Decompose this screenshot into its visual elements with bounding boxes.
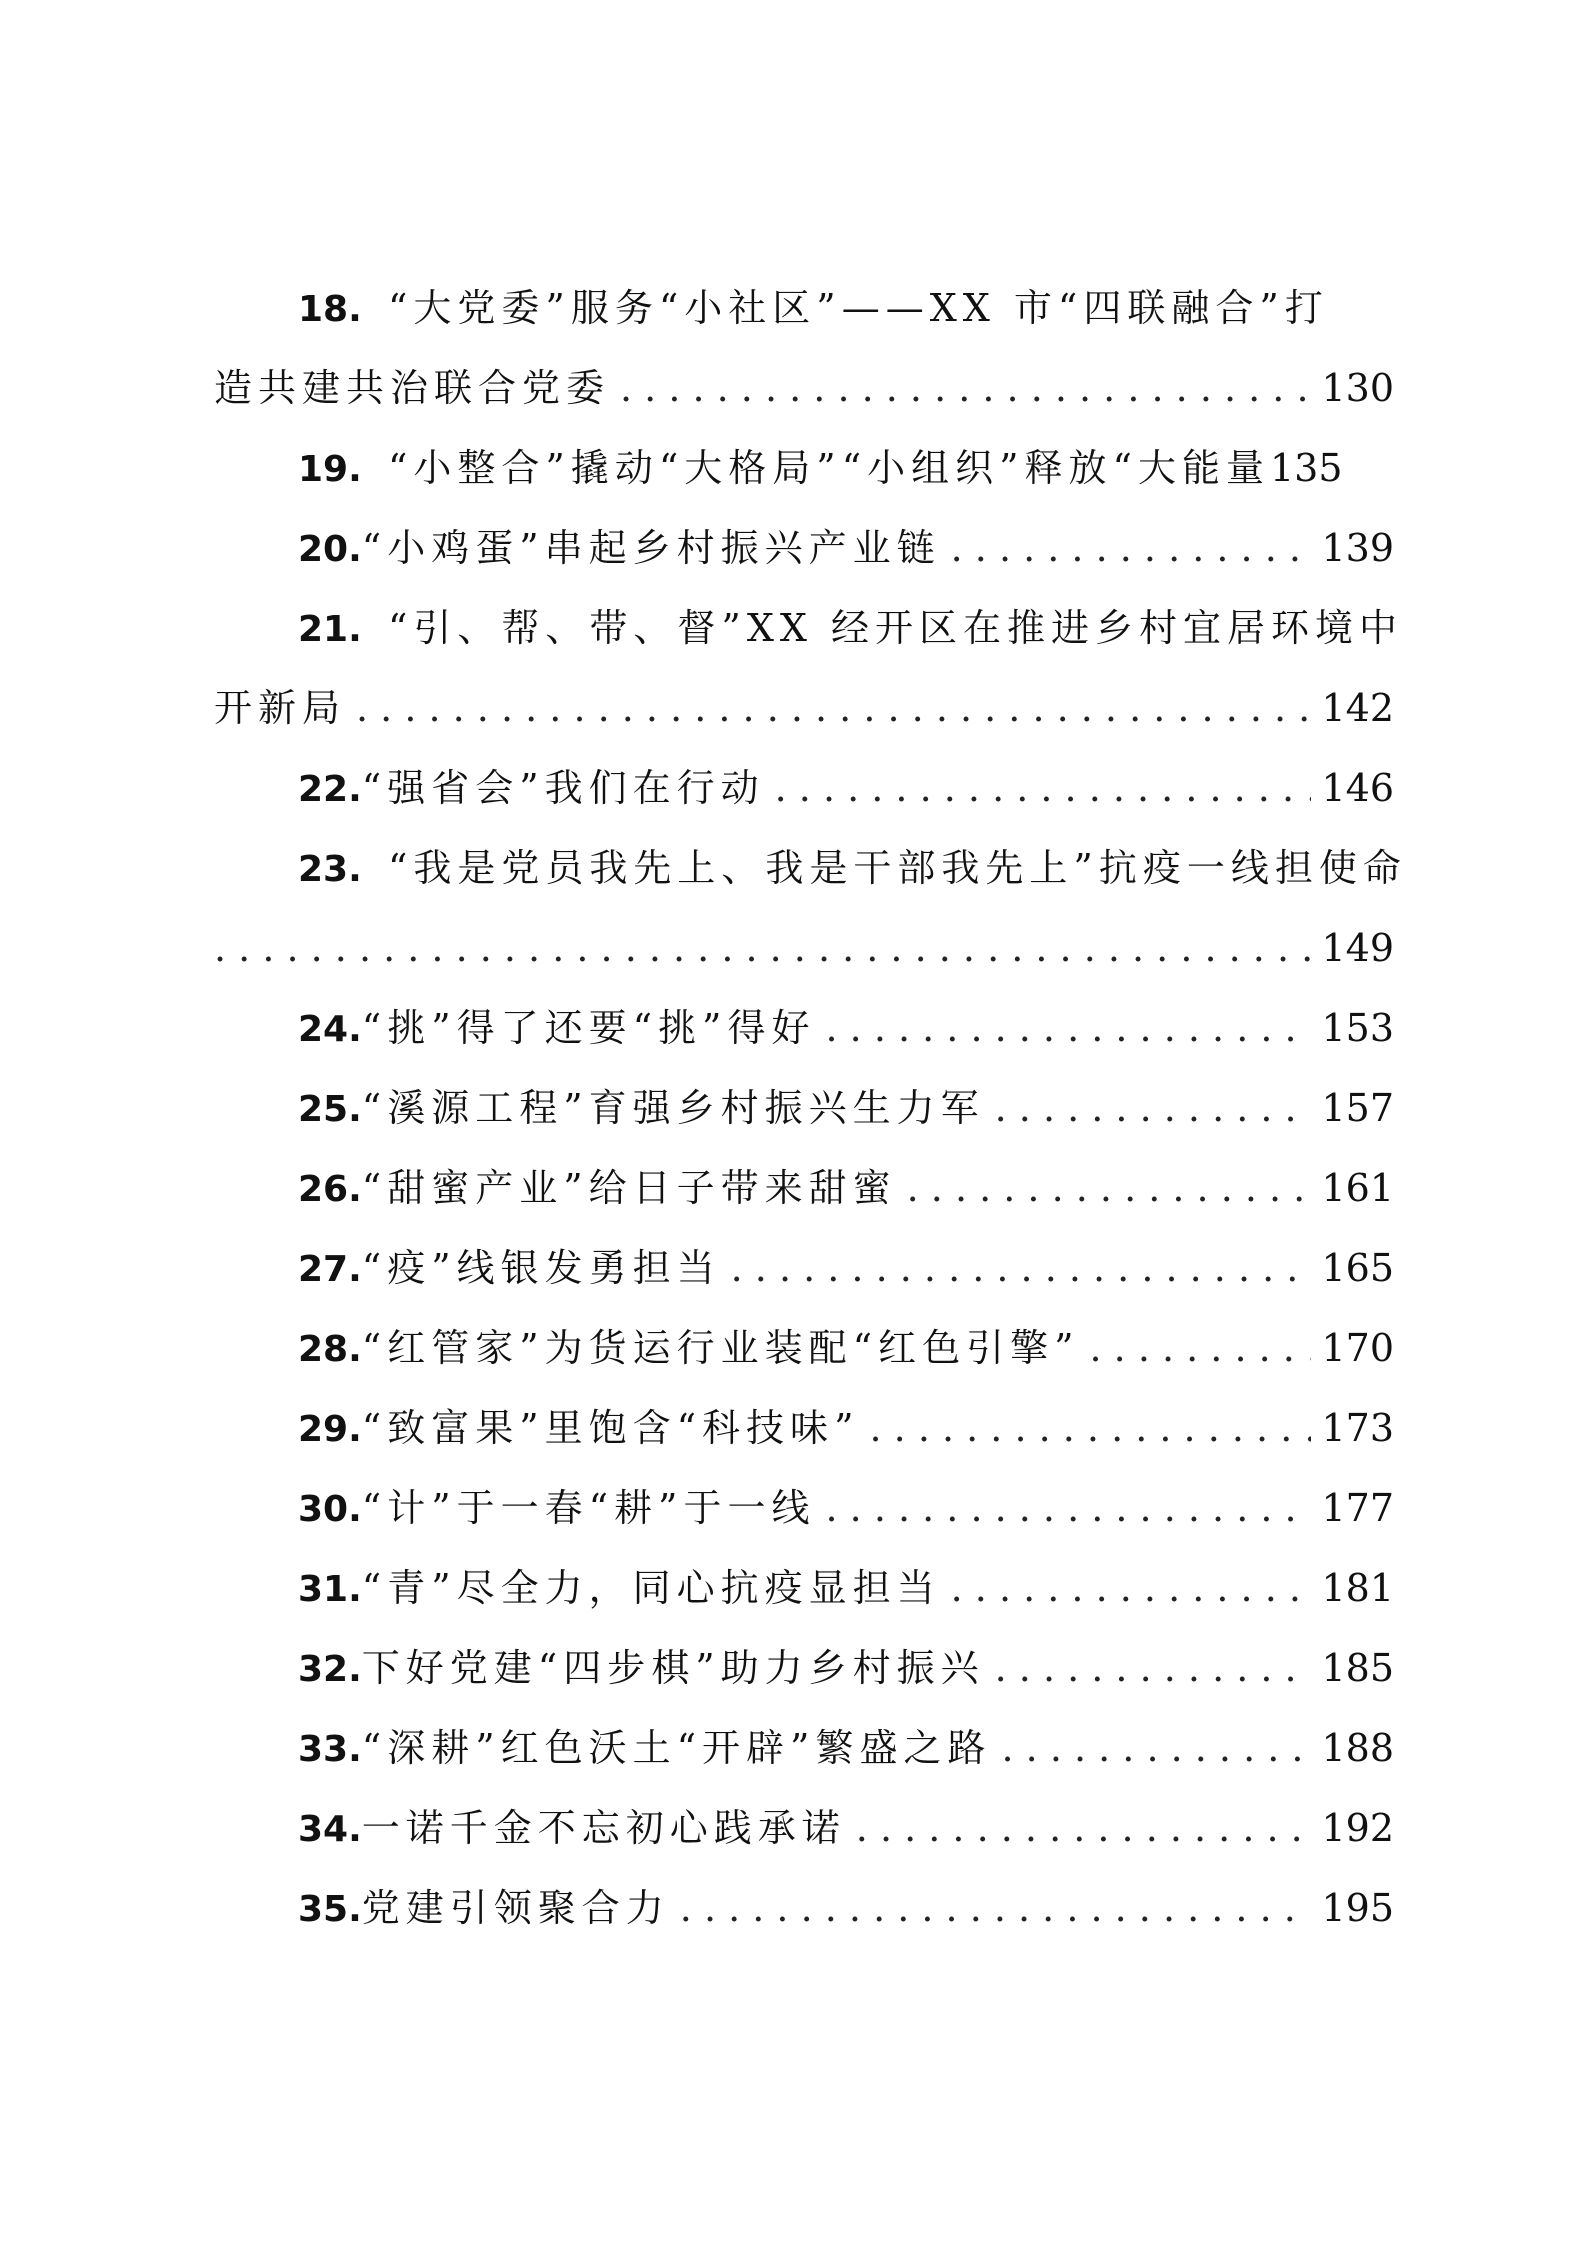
toc-entry-number: 32. bbox=[298, 1649, 362, 1690]
toc-entry-line bbox=[214, 588, 1404, 668]
toc-entry-title: 一诺千金不忘初心践承诺 bbox=[361, 1806, 846, 1850]
table-of-contents bbox=[214, 268, 1407, 1948]
dot-leader bbox=[775, 748, 1312, 828]
toc-entry-number: 35. bbox=[298, 1889, 362, 1930]
dot-leader bbox=[951, 1548, 1312, 1628]
toc-entry[interactable] bbox=[214, 748, 1394, 828]
toc-page-number: 139 bbox=[1321, 526, 1394, 570]
toc-page-number: 157 bbox=[1321, 1086, 1394, 1130]
toc-page-number: 135 bbox=[1270, 446, 1343, 490]
toc-entry-number: 18. bbox=[298, 289, 362, 330]
dot-leader bbox=[995, 1628, 1312, 1708]
toc-entry[interactable] bbox=[214, 1308, 1394, 1388]
dot-leader bbox=[680, 1868, 1312, 1948]
toc-entry-title: “小鸡蛋”串起乡村振兴产业链 bbox=[361, 526, 941, 570]
toc-entry-title-cont: 造共建共治联合党委 bbox=[214, 366, 611, 410]
toc-entry-number: 21. bbox=[298, 609, 362, 650]
toc-entry-line bbox=[214, 268, 1394, 348]
toc-entry-line bbox=[214, 1548, 1394, 1628]
toc-entry-number: 33. bbox=[298, 1729, 362, 1770]
toc-entry-number: 27. bbox=[298, 1249, 362, 1290]
toc-page-number: 142 bbox=[1321, 686, 1394, 730]
toc-entry-line bbox=[214, 1468, 1394, 1548]
toc-entry-title-cont: 开新局 bbox=[214, 686, 347, 730]
toc-page-number: 153 bbox=[1321, 1006, 1394, 1050]
toc-page-number: 192 bbox=[1321, 1806, 1394, 1850]
toc-entry-title: “红管家”为货运行业装配“红色引擎” bbox=[361, 1326, 1080, 1370]
toc-page-number: 130 bbox=[1321, 366, 1394, 410]
dot-leader bbox=[620, 348, 1311, 428]
dot-leader bbox=[1090, 1308, 1312, 1388]
toc-entry-title: “甜蜜产业”给日子带来甜蜜 bbox=[361, 1166, 897, 1210]
toc-entry-number: 26. bbox=[298, 1169, 362, 1210]
toc-entry-title: “引、帮、带、督”XX 经开区在推进乡村宜居环境中 bbox=[388, 606, 1404, 650]
toc-entry-title: 党建引领聚合力 bbox=[361, 1886, 670, 1930]
toc-entry-title: “疫”线银发勇担当 bbox=[361, 1246, 721, 1290]
toc-entry-number: 20. bbox=[298, 529, 362, 570]
toc-entry-line bbox=[214, 1388, 1394, 1468]
toc-entry[interactable] bbox=[214, 588, 1404, 748]
toc-entry-number: 23. bbox=[298, 849, 362, 890]
toc-entry[interactable] bbox=[214, 1468, 1394, 1548]
toc-entry-number: 22. bbox=[298, 769, 362, 810]
toc-page-number: 195 bbox=[1321, 1886, 1394, 1930]
toc-entry-line bbox=[214, 1068, 1394, 1148]
toc-page-number: 149 bbox=[1321, 926, 1394, 970]
toc-entry-title: 下好党建“四步棋”助力乡村振兴 bbox=[361, 1646, 985, 1690]
dot-leader bbox=[826, 988, 1312, 1068]
toc-entry-line bbox=[214, 1308, 1394, 1388]
dot-leader bbox=[995, 1068, 1312, 1148]
toc-entry-title: “强省会”我们在行动 bbox=[361, 766, 765, 810]
toc-entry-line bbox=[214, 1628, 1394, 1708]
toc-entry[interactable] bbox=[214, 988, 1394, 1068]
toc-entry-line bbox=[214, 348, 1394, 428]
toc-entry-title: “溪源工程”育强乡村振兴生力军 bbox=[361, 1086, 985, 1130]
toc-entry[interactable] bbox=[214, 268, 1394, 428]
toc-entry-title: “大党委”服务“小社区”——XX 市“四联融合”打 bbox=[388, 286, 1329, 330]
toc-entry-line bbox=[214, 988, 1394, 1068]
toc-entry[interactable] bbox=[214, 1628, 1394, 1708]
toc-entry[interactable] bbox=[214, 428, 1394, 508]
toc-entry[interactable] bbox=[214, 1548, 1394, 1628]
toc-page-number: 181 bbox=[1321, 1566, 1394, 1610]
toc-entry[interactable] bbox=[214, 1228, 1394, 1308]
toc-entry-line bbox=[214, 828, 1407, 908]
toc-entry-number: 25. bbox=[298, 1089, 362, 1130]
toc-page-number: 170 bbox=[1321, 1326, 1394, 1370]
toc-entry[interactable] bbox=[214, 828, 1407, 988]
toc-entry-title: “小整合”撬动“大格局”“小组织”释放“大能量 bbox=[388, 446, 1270, 490]
toc-entry[interactable] bbox=[214, 1868, 1394, 1948]
toc-entry-title: “我是党员我先上、我是干部我先上”抗疫一线担使命 bbox=[388, 846, 1407, 890]
toc-entry[interactable] bbox=[214, 508, 1394, 588]
toc-entry[interactable] bbox=[214, 1788, 1394, 1868]
toc-entry-line bbox=[214, 428, 1394, 508]
toc-entry-line bbox=[214, 668, 1394, 748]
toc-entry-number: 30. bbox=[298, 1489, 362, 1530]
toc-entry-title: “计”于一春“耕”于一线 bbox=[361, 1486, 816, 1530]
toc-entry[interactable] bbox=[214, 1148, 1394, 1228]
toc-page-number: 173 bbox=[1321, 1406, 1394, 1450]
toc-entry-line bbox=[214, 908, 1394, 988]
toc-entry-number: 28. bbox=[298, 1329, 362, 1370]
toc-entry-line bbox=[214, 1708, 1394, 1788]
dot-leader bbox=[731, 1228, 1312, 1308]
toc-entry[interactable] bbox=[214, 1068, 1394, 1148]
toc-page-number: 185 bbox=[1321, 1646, 1394, 1690]
dot-leader bbox=[870, 1388, 1312, 1468]
dot-leader bbox=[356, 668, 1311, 748]
toc-entry-line bbox=[214, 1228, 1394, 1308]
toc-page-number: 146 bbox=[1321, 766, 1394, 810]
toc-entry-title: “深耕”红色沃土“开辟”繁盛之路 bbox=[361, 1726, 992, 1770]
toc-page-number: 188 bbox=[1321, 1726, 1394, 1770]
dot-leader bbox=[826, 1468, 1312, 1548]
toc-entry-title: “致富果”里饱含“科技味” bbox=[361, 1406, 860, 1450]
toc-entry-line bbox=[214, 1788, 1394, 1868]
toc-page-number: 165 bbox=[1321, 1246, 1394, 1290]
toc-entry-number: 31. bbox=[298, 1569, 362, 1610]
toc-entry-line bbox=[214, 1868, 1394, 1948]
toc-entry[interactable] bbox=[214, 1708, 1394, 1788]
toc-entry-title: “挑”得了还要“挑”得好 bbox=[361, 1006, 816, 1050]
toc-page-number: 177 bbox=[1321, 1486, 1394, 1530]
toc-entry-number: 29. bbox=[298, 1409, 362, 1450]
toc-entry-number: 34. bbox=[298, 1809, 362, 1850]
dot-leader bbox=[907, 1148, 1312, 1228]
dot-leader bbox=[214, 908, 1311, 988]
dot-leader bbox=[1002, 1708, 1312, 1788]
toc-entry-line bbox=[214, 508, 1394, 588]
dot-leader bbox=[856, 1788, 1312, 1868]
toc-entry-number: 19. bbox=[298, 449, 362, 490]
toc-page-number: 161 bbox=[1321, 1166, 1394, 1210]
toc-entry-number: 24. bbox=[298, 1009, 362, 1050]
dot-leader bbox=[951, 508, 1312, 588]
toc-entry[interactable] bbox=[214, 1388, 1394, 1468]
toc-entry-line bbox=[214, 1148, 1394, 1228]
toc-entry-title: “青”尽全力，同心抗疫显担当 bbox=[361, 1566, 941, 1610]
toc-entry-line bbox=[214, 748, 1394, 828]
